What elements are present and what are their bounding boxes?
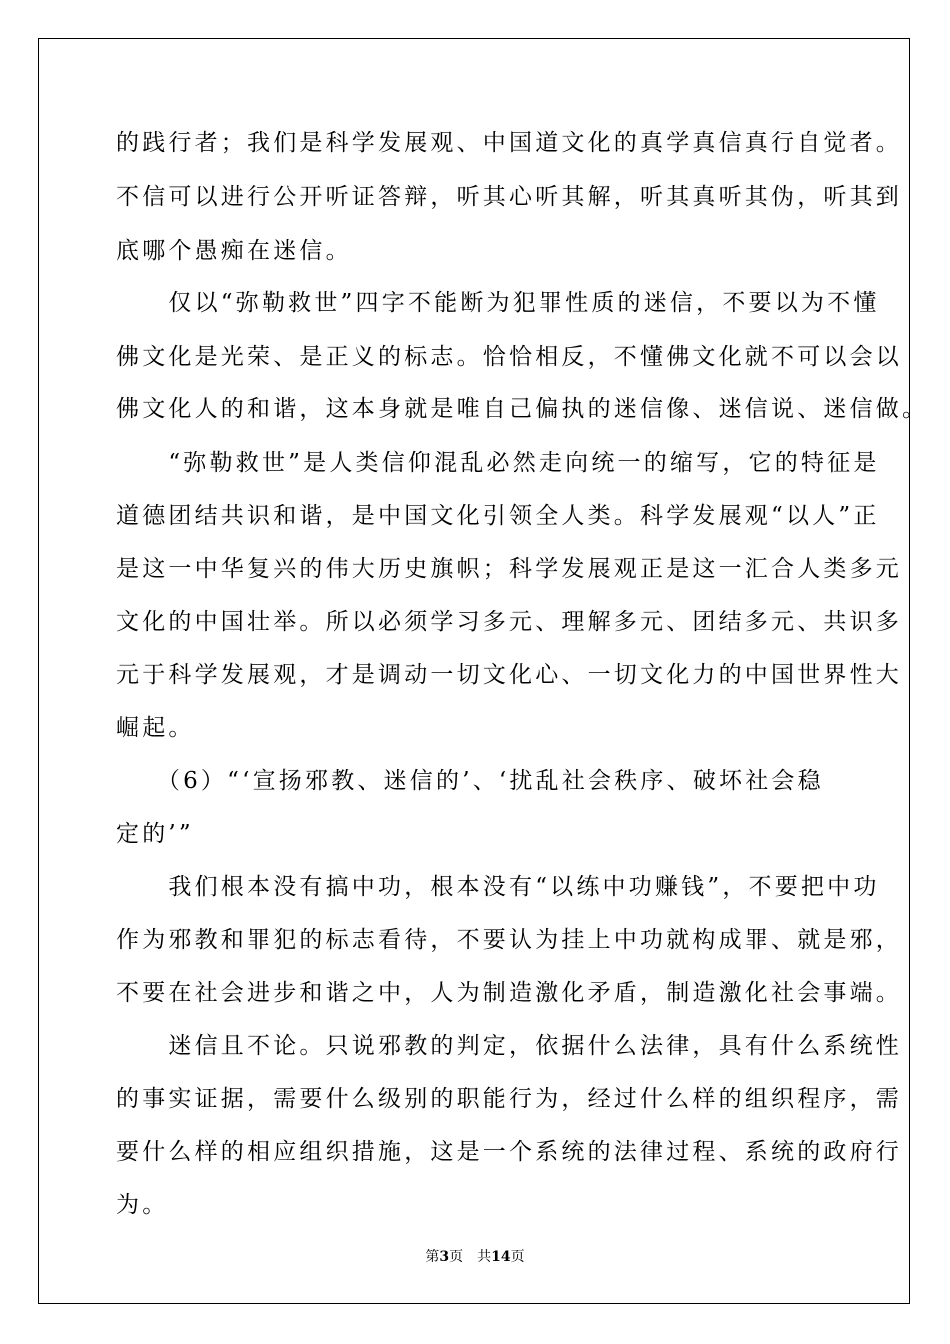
page-number: 3 [439, 1249, 450, 1265]
footer-total-suffix: 页 [510, 1249, 525, 1265]
text-line-21: 为。 [116, 1192, 169, 1218]
text-line-20: 要什么样的相应组织措施，这是一个系统的法律过程、系统的政府行 [116, 1139, 902, 1165]
total-pages: 14 [491, 1249, 511, 1265]
text-line-4: 仅以“弥勒救世”四字不能断为犯罪性质的迷信，不要以为不懂 [116, 290, 880, 316]
text-line-14: 定的’” [116, 821, 194, 847]
text-line-12: 崛起。 [116, 715, 195, 741]
text-line-17: 不要在社会进步和谐之中，人为制造激化矛盾，制造激化社会事端。 [116, 980, 902, 1006]
text-line-10: 文化的中国壮举。所以必须学习多元、理解多元、团结多元、共识多 [116, 609, 902, 635]
text-line-5: 佛文化是光荣、是正义的标志。恰恰相反，不懂佛文化就不可以会以 [116, 344, 902, 370]
text-line-19: 的事实证据，需要什么级别的职能行为，经过什么样的组织程序，需 [116, 1086, 902, 1112]
text-line-3: 底哪个愚痴在迷信。 [116, 238, 352, 264]
text-line-7: “弥勒救世”是人类信仰混乱必然走向统一的缩写，它的特征是 [116, 450, 880, 476]
footer-page-suffix: 页 共 [449, 1249, 492, 1265]
text-line-2: 不信可以进行公开听证答辩，听其心听其解，听其真听其伪，听其到 [116, 184, 902, 210]
text-line-1: 的践行者；我们是科学发展观、中国道文化的真学真信真行自觉者。 [116, 130, 902, 156]
text-line-18: 迷信且不论。只说邪教的判定，依据什么法律，具有什么系统性 [116, 1033, 902, 1059]
text-line-15: 我们根本没有搞中功，根本没有“以练中功赚钱”，不要把中功 [116, 874, 880, 900]
footer-prefix: 第 [425, 1249, 440, 1265]
text-line-16: 作为邪教和罪犯的标志看待，不要认为挂上中功就构成罪、就是邪， [116, 927, 902, 953]
page-footer [0, 1248, 950, 1266]
text-line-6: 佛文化人的和谐，这本身就是唯自己偏执的迷信像、迷信说、迷信做。 [116, 396, 929, 422]
text-line-9: 是这一中华复兴的伟大历史旗帜；科学发展观正是这一汇合人类多元 [116, 556, 902, 582]
text-line-11: 元于科学发展观，才是调动一切文化心、一切文化力的中国世界性大 [116, 662, 902, 688]
text-line-13: （6）“‘宣扬邪教、迷信的’、‘扰乱社会秩序、破坏社会稳 [116, 768, 824, 794]
text-line-8: 道德团结共识和谐，是中国文化引领全人类。科学发展观“以人”正 [116, 503, 880, 529]
